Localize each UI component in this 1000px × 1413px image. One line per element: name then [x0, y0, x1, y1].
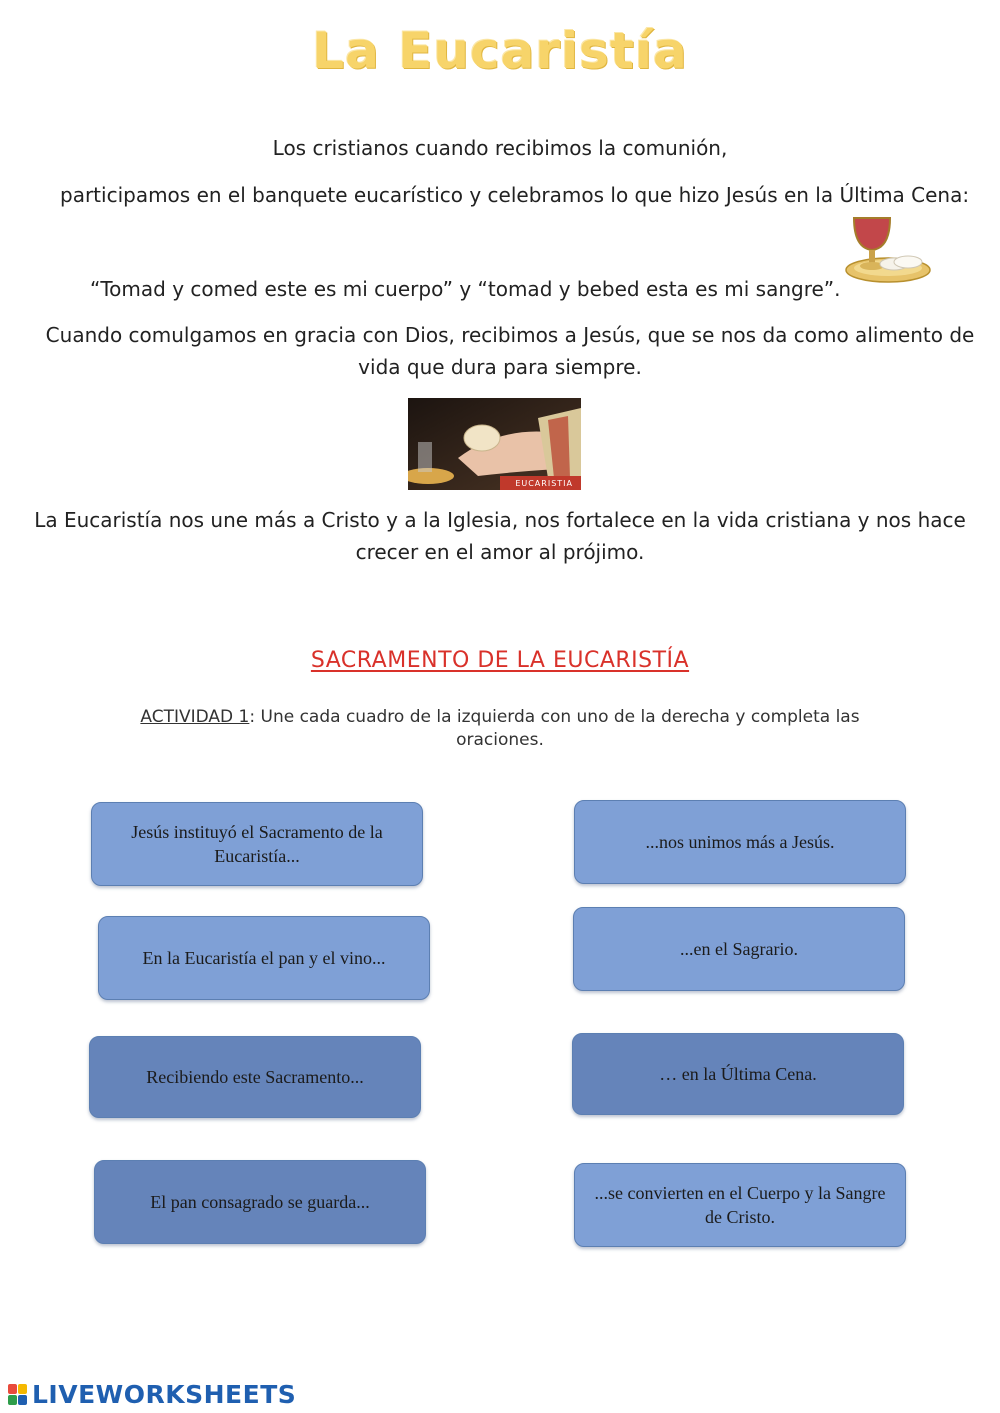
liveworksheets-mark-icon [8, 1384, 28, 1406]
left-box-4[interactable]: El pan consagrado se guarda... [94, 1160, 426, 1244]
brand-name: LIVEWORKSHEETS [32, 1380, 297, 1409]
intro-line-4b: vida que dura para siempre. [358, 355, 642, 379]
left-box-3[interactable]: Recibiendo este Sacramento... [89, 1036, 421, 1118]
chalice-icon [836, 214, 936, 294]
liveworksheets-logo[interactable] [8, 1380, 296, 1409]
activity-text: : Une cada cuadro de la izquierda con uno de la derecha y completa las oraciones. [249, 707, 860, 750]
section-title: SACRAMENTO DE LA EUCARISTÍA [310, 648, 690, 673]
intro-quote: “Tomad y comed este es mi cuerpo” y “tomad y bebed esta es mi sangre”. [90, 277, 841, 301]
left-box-2[interactable]: En la Eucaristía el pan y el vino... [98, 916, 430, 1000]
intro-line-1: Los cristianos cuando recibimos la comunión, [272, 136, 728, 160]
activity-instructions [110, 706, 890, 752]
intro-line-2: participamos en el banquete eucarístico y celebramos lo que hizo Jesús en la Última Cena: [60, 183, 970, 207]
left-box-1[interactable]: Jesús instituyó el Sacramento de la Eucaristía... [91, 802, 423, 886]
right-box-1[interactable]: ...nos unimos más a Jesús. [574, 800, 906, 884]
photo-caption: EUCARISTIA [515, 479, 573, 488]
eucharist-photo [408, 398, 581, 490]
page-title: La Eucaristía [312, 22, 688, 80]
right-box-4[interactable]: ...se convierten en el Cuerpo y la Sangre de Cristo. [574, 1163, 906, 1247]
intro-line-5a: La Eucaristía nos une más a Cristo y a la Iglesia, nos fortalece en la vida cristiana y nos hace [34, 508, 966, 532]
activity-label: ACTIVIDAD 1 [140, 707, 250, 727]
intro-line-4a: Cuando comulgamos en gracia con Dios, recibimos a Jesús, que se nos da como alimento de [45, 323, 975, 347]
intro-line-5b: crecer en el amor al prójimo. [355, 540, 645, 564]
right-box-2[interactable]: ...en el Sagrario. [573, 907, 905, 991]
right-box-3[interactable]: … en la Última Cena. [572, 1033, 904, 1115]
